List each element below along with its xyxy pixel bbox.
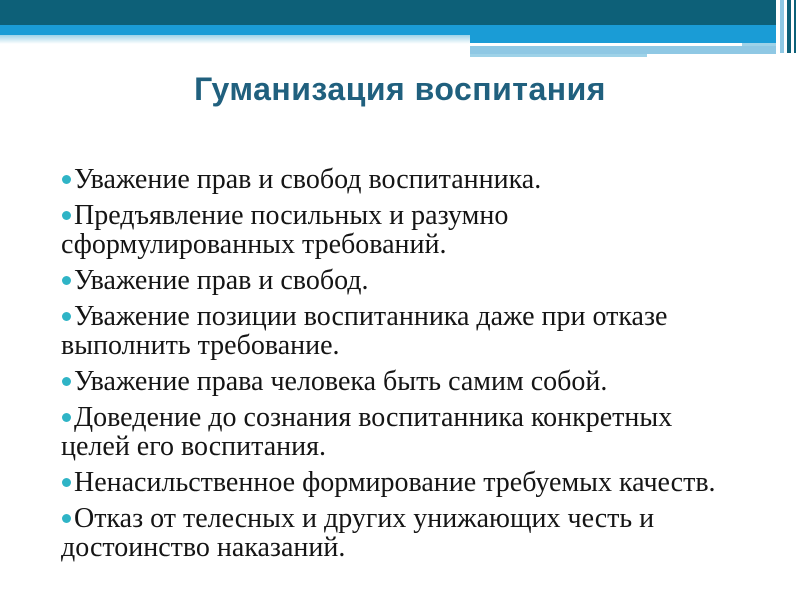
header-bar-fade-left xyxy=(0,35,470,44)
bullet-dot-icon xyxy=(62,478,71,487)
corner-stripe-light xyxy=(780,0,784,53)
list-item xyxy=(61,266,796,295)
list-item xyxy=(61,302,796,360)
corner-stripe-dark-1 xyxy=(787,0,791,53)
list-item-text: Доведение до сознания воспитанника конкретных целей его воспитания. xyxy=(61,402,673,462)
header-bar-light-right xyxy=(470,46,776,54)
list-item xyxy=(61,504,796,562)
list-item-text: Уважение прав и свобод. xyxy=(74,265,369,296)
bullet-dot-icon xyxy=(62,276,71,285)
bullet-list xyxy=(61,165,796,569)
list-item-text: Ненасильственное формирование требуемых качеств. xyxy=(74,467,716,498)
list-item-text: Предъявление посильных и разумно сформулированных требований. xyxy=(61,200,509,260)
list-item-text: Уважение права человека быть самим собой. xyxy=(74,366,608,397)
list-item-text: Уважение прав и свобод воспитанника. xyxy=(74,164,542,195)
list-item-text: Уважение позиции воспитанника даже при отказе выполнить требование. xyxy=(61,301,668,361)
header-bar-tail xyxy=(470,54,647,57)
corner-stripe-dark-2 xyxy=(794,0,796,53)
bullet-dot-icon xyxy=(62,514,71,523)
list-item xyxy=(61,367,796,396)
list-item xyxy=(61,165,796,194)
bullet-dot-icon xyxy=(62,413,71,422)
bullet-dot-icon xyxy=(62,211,71,220)
list-item xyxy=(61,468,796,497)
bullet-dot-icon xyxy=(62,377,71,386)
list-item xyxy=(61,403,796,461)
bullet-dot-icon xyxy=(62,312,71,321)
list-item xyxy=(61,201,796,259)
header-bar-dark xyxy=(0,0,776,25)
list-item-text: Отказ от телесных и других унижающих честь и достоинство наказаний. xyxy=(61,503,655,563)
slide-title: Гуманизация воспитания xyxy=(194,71,606,107)
header-block-right xyxy=(470,25,776,43)
bullet-dot-icon xyxy=(62,175,71,184)
